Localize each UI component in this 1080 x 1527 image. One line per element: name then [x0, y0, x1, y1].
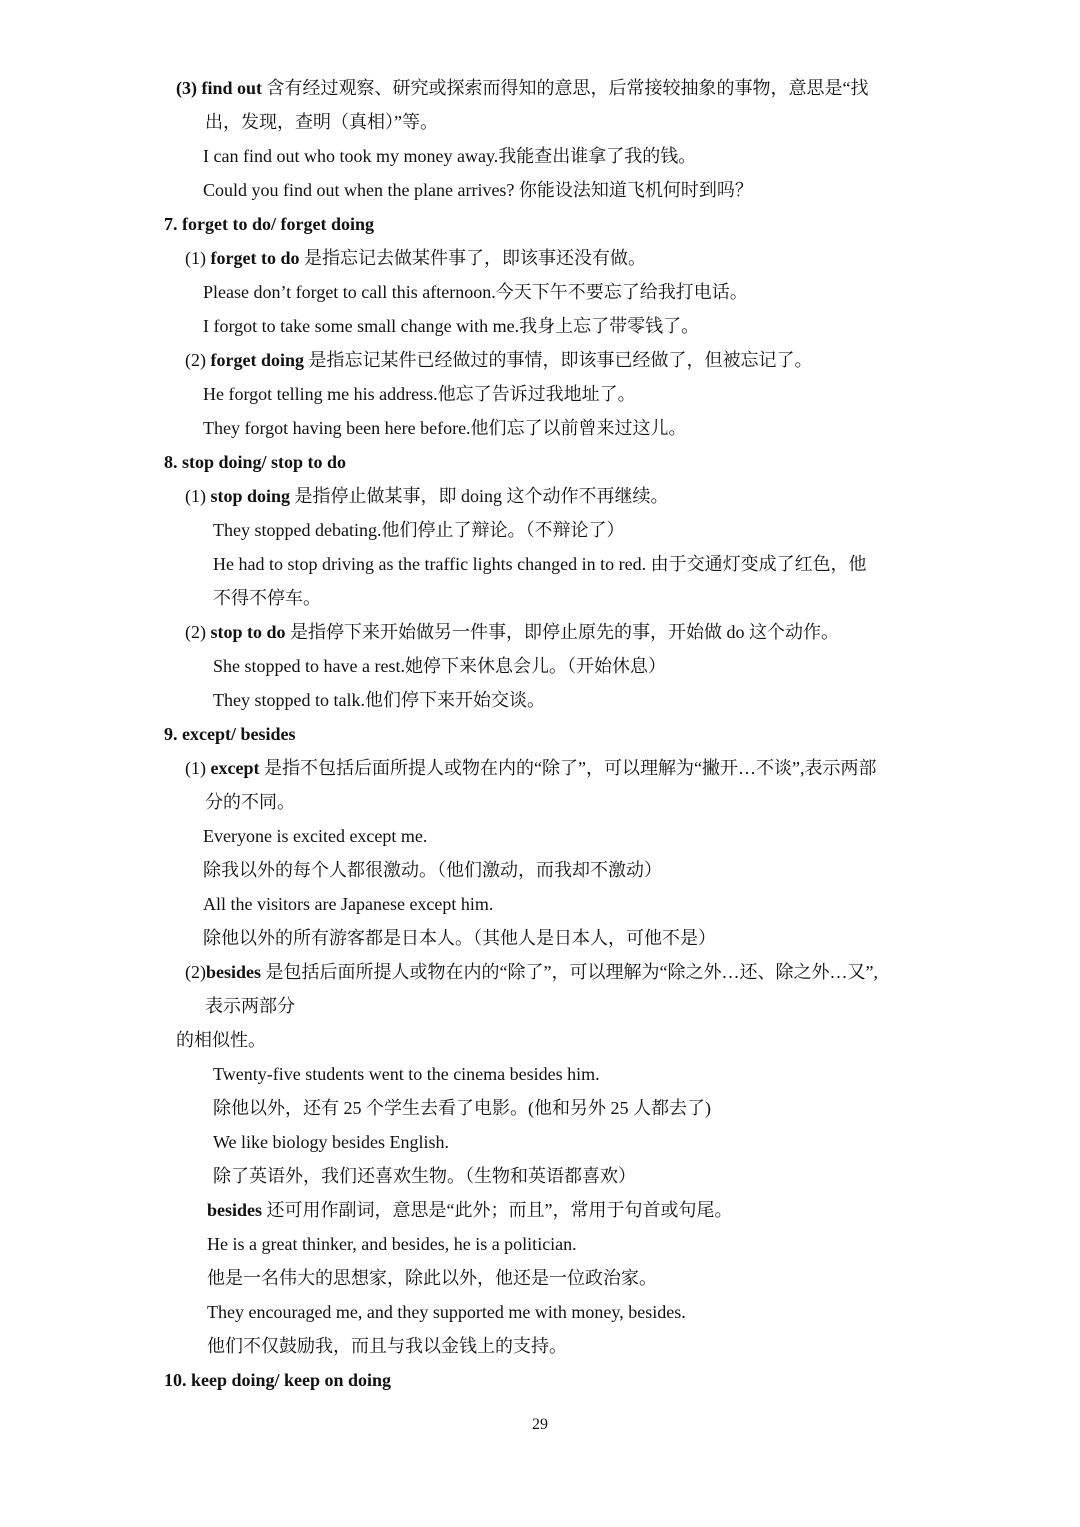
term: besides — [207, 1200, 263, 1220]
example-sentence: 不得不停车。 — [213, 588, 321, 608]
term: stop to do — [210, 622, 286, 642]
definition-line — [185, 619, 839, 645]
text-line: 表示两部分 — [205, 996, 295, 1016]
item-number: (1) — [185, 486, 211, 506]
definition-line — [207, 1197, 733, 1223]
definition-line — [185, 347, 813, 373]
definition-line — [185, 245, 646, 271]
example-sentence: All the visitors are Japanese except him. — [203, 894, 494, 914]
example-sentence: He forgot telling me his address.他忘了告诉过我地址了。 — [203, 384, 636, 404]
page-number: 29 — [532, 1416, 548, 1433]
example-sentence: He had to stop driving as the traffic lights changed in to red. 由于交通灯变成了红色，他 — [213, 554, 867, 574]
definition-line — [176, 75, 869, 101]
example-sentence: We like biology besides English. — [213, 1132, 450, 1152]
definition-text: 是指停止做某事，即 doing 这个动作不再继续。 — [290, 486, 669, 506]
example-sentence: 除了英语外，我们还喜欢生物。（生物和英语都喜欢） — [213, 1166, 636, 1186]
item-number: (2) — [185, 962, 206, 982]
example-sentence: I can find out who took my money away.我能查出谁拿了我的钱。 — [203, 146, 697, 166]
example-sentence: 除他以外的所有游客都是日本人。（其他人是日本人，可他不是） — [203, 928, 716, 948]
text-line: 出，发现，查明（真相）”等。 — [205, 112, 438, 132]
definition-text: 是指不包括后面所提人或物在内的“除了”，可以理解为“撇开…不谈”,表示两部 — [259, 758, 877, 778]
item-number: (1) — [185, 758, 211, 778]
example-sentence: She stopped to have a rest.她停下来休息会儿。（开始休息） — [213, 656, 666, 676]
definition-text: 含有经过观察、研究或探索而得知的意思，后常接较抽象的事物，意思是“找 — [262, 78, 869, 98]
example-sentence: I forgot to take some small change with me.我身上忘了带零钱了。 — [203, 316, 700, 336]
section-heading: 8. stop doing/ stop to do — [164, 452, 347, 472]
definition-text: 是包括后面所提人或物在内的“除了”，可以理解为“除之外…还、除之外…又”, — [261, 962, 878, 982]
definition-line — [185, 755, 876, 781]
example-sentence: Could you find out when the plane arrives? 你能设法知道飞机何时到吗？ — [203, 180, 753, 200]
example-sentence: Everyone is excited except me. — [203, 826, 428, 846]
item-number: (2) — [185, 622, 211, 642]
example-sentence: He is a great thinker, and besides, he is a politician. — [207, 1234, 577, 1254]
example-sentence: They stopped to talk.他们停下来开始交谈。 — [213, 690, 545, 710]
example-sentence: Twenty-five students went to the cinema besides him. — [213, 1064, 600, 1084]
example-sentence: They encouraged me, and they supported me with money, besides. — [207, 1302, 686, 1322]
term: (3) find out — [176, 78, 263, 98]
term: stop doing — [210, 486, 291, 506]
definition-text: 是指忘记某件已经做过的事情，即该事已经做了，但被忘记了。 — [304, 350, 813, 370]
section-heading: 7. forget to do/ forget doing — [164, 214, 374, 234]
text-line: 的相似性。 — [176, 1030, 266, 1050]
example-sentence: 除他以外，还有 25 个学生去看了电影。(他和另外 25 人都去了) — [213, 1098, 711, 1118]
section-heading: 10. keep doing/ keep on doing — [164, 1370, 392, 1390]
term: forget to do — [210, 248, 300, 268]
example-sentence: They stopped debating.他们停止了辩论。（不辩论了） — [213, 520, 625, 540]
term: besides — [206, 962, 262, 982]
definition-line — [185, 959, 878, 985]
item-number: (1) — [185, 248, 211, 268]
definition-text: 是指忘记去做某件事了，即该事还没有做。 — [299, 248, 646, 268]
section-heading: 9. except/ besides — [164, 724, 296, 744]
example-sentence: 除我以外的每个人都很激动。（他们激动，而我却不激动） — [203, 860, 662, 880]
term: forget doing — [210, 350, 304, 370]
term: except — [210, 758, 260, 778]
example-sentence: Please don’t forget to call this afternoon.今天下午不要忘了给我打电话。 — [203, 282, 748, 302]
example-sentence: They forgot having been here before.他们忘了以前曾来过这儿。 — [203, 418, 687, 438]
example-sentence: 他们不仅鼓励我，而且与我以金钱上的支持。 — [207, 1336, 567, 1356]
example-sentence: 他是一名伟大的思想家，除此以外，他还是一位政治家。 — [207, 1268, 657, 1288]
definition-text: 还可用作副词，意思是“此外；而且”，常用于句首或句尾。 — [262, 1200, 733, 1220]
item-number: (2) — [185, 350, 211, 370]
definition-line — [185, 483, 669, 509]
definition-text: 是指停下来开始做另一件事，即停止原先的事，开始做 do 这个动作。 — [285, 622, 840, 642]
text-line: 分的不同。 — [205, 792, 295, 812]
